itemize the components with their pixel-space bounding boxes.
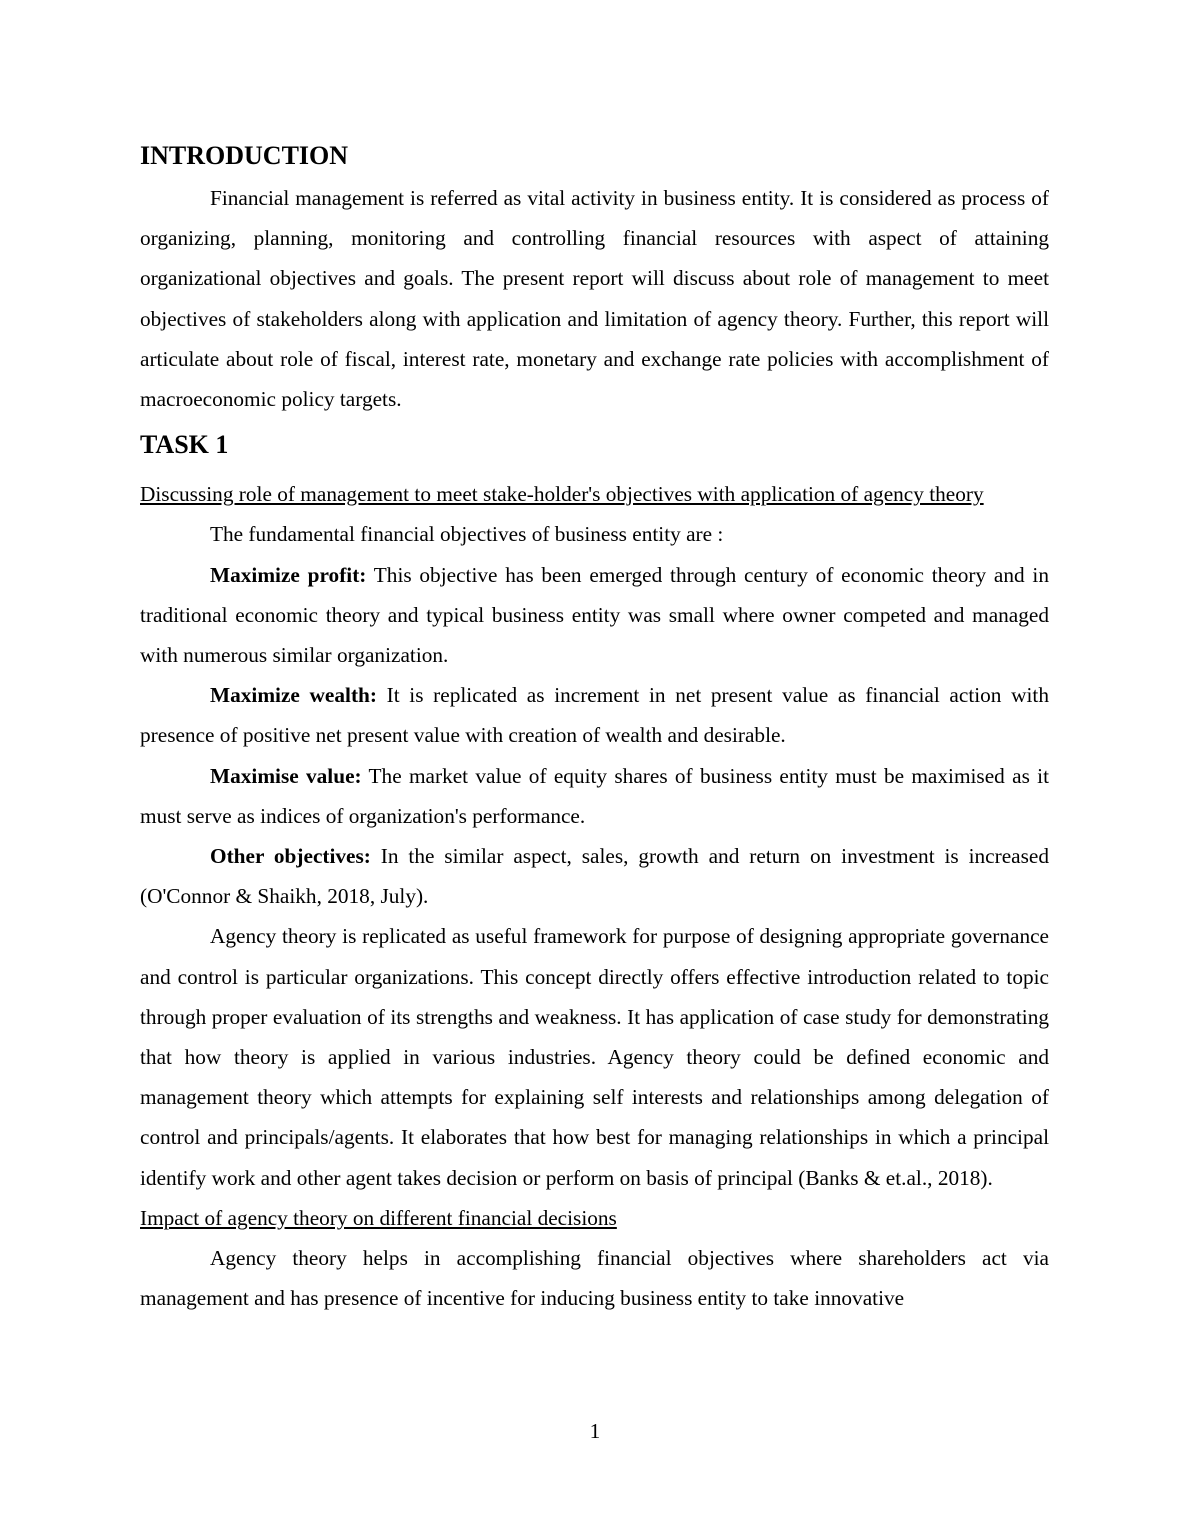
task-1-subheading: Discussing role of management to meet stake-holder's objectives with application of agency theory [140,482,984,507]
impact-subheading: Impact of agency theory on different financial decisions [140,1205,617,1230]
objective-label: Maximise value: [210,763,362,788]
objective-label: Maximize profit: [210,562,367,587]
objective-maximize-wealth [140,675,1049,755]
document-page [140,137,1049,1318]
objective-text: It is replicated as increment in net present value as financial action with presence of positive net present value with creation of wealth and desirable. [140,683,1049,748]
task-1-heading: TASK 1 [140,430,229,460]
objective-text: The market value of equity shares of business entity must be maximised as it must serve as indices of organization's performance. [140,763,1049,828]
introduction-heading: INTRODUCTION [140,141,349,170]
introduction-paragraph: Financial management is referred as vital activity in business entity. It is considered as process of organizing, planning, monitoring and controlling financial resources with aspect of attaining organizational objectives and goals. The present report will discuss about role of management to meet objectives of stakeholders along with application and limitation of agency theory. Further, this report will articulate about role of fiscal, interest rate, monetary and exchange rate policies with accomplishment of macroeconomic policy targets. [140,186,1049,412]
objective-text: This objective has been emerged through century of economic theory and in traditional economic theory and typical business entity was small where owner competed and managed with numerous similar organization. [140,562,1049,668]
page-number: 1 [589,1419,601,1443]
objective-maximise-value [140,756,1049,836]
objective-maximize-profit [140,555,1049,676]
impact-paragraph: Agency theory helps in accomplishing financial objectives where shareholders act via management and has presence of incentive for inducing business entity to take innovative [140,1246,1049,1311]
agency-theory-paragraph: Agency theory is replicated as useful framework for purpose of designing appropriate governance and control is particular organizations. This concept directly offers effective introduction related to topic through proper evaluation of its strengths and weakness. It has application of case study for demonstrating that how theory is applied in various industries. Agency theory could be defined economic and management theory which attempts for explaining self interests and relationships among delegation of control and principals/agents. It elaborates that how best for managing relationships in which a principal identify work and other agent takes decision or perform on basis of principal (Banks & et.al., 2018). [140,924,1049,1190]
objective-label: Other objectives: [210,844,371,869]
objective-other [140,836,1049,916]
objectives-intro-paragraph: The fundamental financial objectives of business entity are : [210,522,724,547]
objective-label: Maximize wealth: [210,683,377,708]
objective-text: In the similar aspect, sales, growth and return on investment is increased (O'Connor & Shaikh, 2018, July). [140,844,1049,909]
